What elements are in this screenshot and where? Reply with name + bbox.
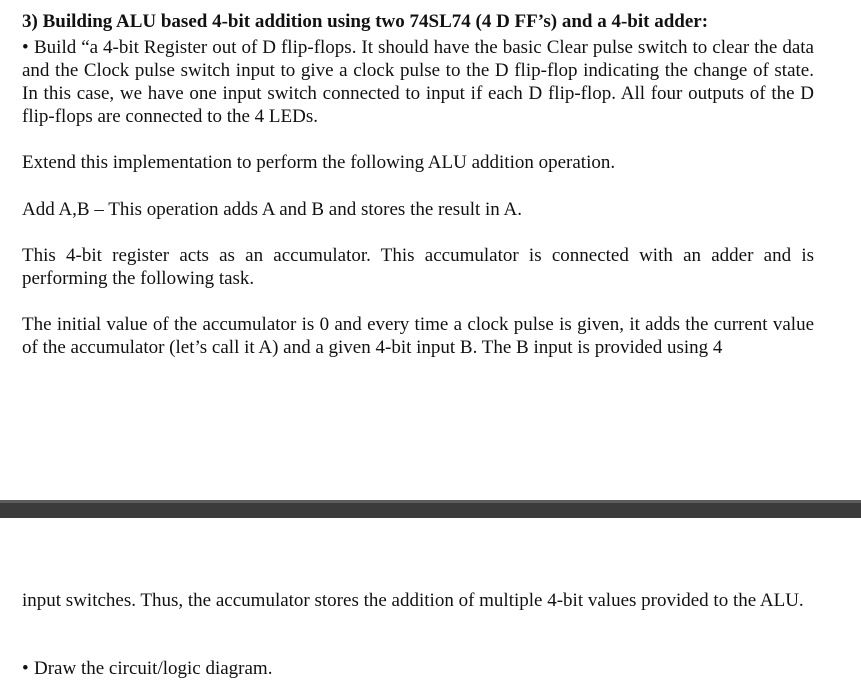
paragraph-draw-text: Draw the circuit/logic diagram. bbox=[34, 658, 273, 679]
paragraph-input-switches: input switches. Thus, the accumulator stores the addition of multiple 4-bit values provided to the ALU. bbox=[22, 590, 804, 611]
bullet-icon: • bbox=[22, 37, 29, 58]
section-heading: 3) Building ALU based 4-bit addition using two 74SL74 (4 D FF’s) and a 4-bit adder: bbox=[22, 11, 709, 32]
bullet-paragraph-draw bbox=[22, 657, 814, 680]
paragraph-initial-value: The initial value of the accumulator is 0 and every time a clock pulse is given, it adds the current value of the accumulator (let’s call it A) and a given 4-bit input B. The B input is provided using 4 bbox=[22, 314, 814, 358]
paragraph-extend: Extend this implementation to perform the following ALU addition operation. bbox=[22, 152, 616, 173]
paragraph-register-text: Build “a 4-bit Register out of D flip-flops. It should have the basic Clear pulse switch to clear the data and the Clock pulse switch input to give a clock pulse to the D flip-flop indicating the change of state. In this case, we have one input switch connected to input if each D flip-flop. All four outputs of the D flip-flops are connected to the 4 LEDs. bbox=[22, 37, 814, 127]
bullet-icon: • bbox=[22, 658, 29, 679]
bullet-paragraph-register bbox=[22, 36, 814, 128]
paragraph-accumulator: This 4-bit register acts as an accumulator. This accumulator is connected with an adder and is performing the following task. bbox=[22, 245, 814, 289]
paragraph-add-operation: Add A,B – This operation adds A and B and stores the result in A. bbox=[22, 199, 522, 220]
page-divider bbox=[0, 500, 861, 518]
